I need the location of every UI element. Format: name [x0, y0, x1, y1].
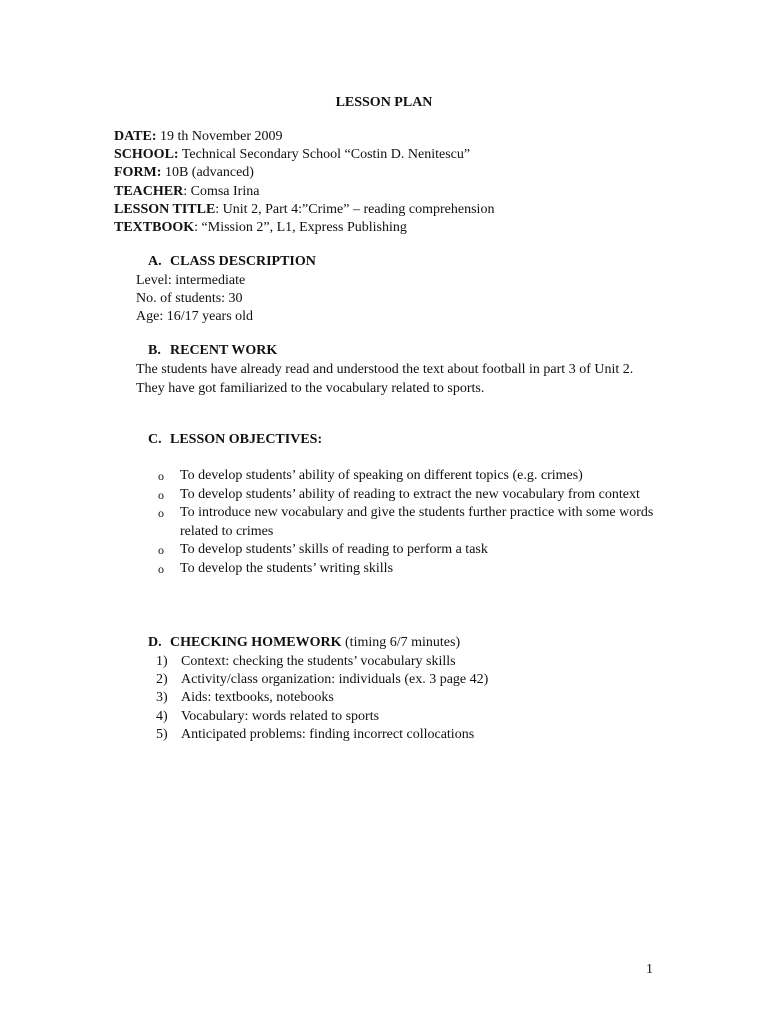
list-item [156, 689, 488, 707]
step-text: Aids: textbooks, notebooks [181, 690, 334, 706]
section-letter: D. [148, 635, 162, 650]
section-b-heading [148, 343, 277, 359]
bullet-icon: o [158, 506, 164, 521]
step-number: 4) [156, 708, 168, 724]
bullet-icon: o [158, 543, 164, 558]
list-item [158, 504, 660, 541]
meta-form [114, 164, 494, 182]
page-number: 1 [646, 962, 653, 977]
list-item [156, 653, 488, 671]
class-description [136, 272, 253, 327]
list-item [158, 467, 660, 486]
step-text: Context: checking the students’ vocabulary skills [181, 654, 456, 669]
list-item [158, 541, 660, 560]
step-text: Activity/class organization: individuals (ex. 3 page 42) [181, 672, 489, 688]
lesson-metadata [114, 128, 494, 237]
bullet-icon: o [158, 469, 164, 483]
meta-value: 19 th November 2009 [156, 129, 283, 144]
meta-value: Technical Secondary School “Costin D. Nenitescu” [178, 147, 471, 163]
meta-label: SCHOOL: [114, 147, 179, 163]
objectives-list [158, 467, 660, 579]
step-number: 3) [156, 690, 168, 706]
section-timing: (timing 6/7 minutes) [341, 635, 461, 650]
list-item [156, 726, 488, 744]
section-letter: A. [148, 254, 162, 269]
list-item [156, 671, 488, 689]
meta-textbook [114, 219, 494, 237]
class-age: Age: 16/17 years old [136, 309, 254, 325]
meta-value: : Unit 2, Part 4:”Crime” – reading comprehension [215, 201, 495, 217]
meta-label: FORM: [114, 165, 162, 181]
section-c-heading [148, 432, 322, 448]
section-a-heading [148, 254, 316, 270]
meta-lesson-title [114, 201, 494, 219]
section-title: RECENT WORK [170, 343, 278, 358]
section-title: CLASS DESCRIPTION [170, 254, 316, 269]
meta-teacher [114, 183, 494, 201]
bullet-icon: o [158, 561, 164, 576]
objective-text: To introduce new vocabulary and give the students further practice with some words related to crimes [180, 505, 654, 539]
list-item [156, 708, 488, 726]
section-letter: C. [148, 432, 162, 447]
meta-label: DATE: [114, 129, 157, 144]
homework-steps-list [156, 653, 488, 744]
meta-label: TEXTBOOK [114, 220, 195, 236]
step-text: Vocabulary: words related to sports [181, 708, 380, 724]
class-level: Level: intermediate [136, 273, 246, 288]
section-letter: B. [148, 343, 161, 358]
step-text: Anticipated problems: finding incorrect collocations [181, 726, 475, 742]
meta-label: LESSON TITLE [114, 201, 216, 217]
section-d-heading [148, 635, 460, 651]
meta-label: TEACHER [114, 183, 184, 199]
meta-value: : Comsa Irina [183, 183, 260, 199]
step-number: 2) [156, 672, 168, 688]
class-size: No. of students: 30 [136, 291, 243, 307]
list-item [158, 560, 660, 579]
step-number: 5) [156, 726, 168, 742]
meta-value: 10B (advanced) [161, 165, 254, 181]
objective-text: To develop the students’ writing skills [180, 560, 394, 576]
section-title: CHECKING HOMEWORK [170, 635, 342, 650]
objective-text: To develop students’ ability of speaking on different topics (e.g. crimes) [180, 468, 583, 483]
step-number: 1) [156, 654, 168, 669]
list-item [158, 486, 660, 505]
meta-date [114, 128, 494, 146]
objective-text: To develop students’ ability of reading to extract the new vocabulary from context [180, 486, 640, 502]
section-title: LESSON OBJECTIVES: [170, 432, 323, 447]
recent-work-text: The students have already read and understood the text about football in part 3 of Unit 2. They have got familiarized to the vocabulary related to sports. [136, 362, 634, 396]
page-title: LESSON PLAN [335, 95, 433, 110]
meta-value: : “Mission 2”, L1, Express Publishing [194, 220, 407, 236]
bullet-icon: o [158, 487, 164, 502]
objective-text: To develop students’ skills of reading to perform a task [180, 542, 488, 558]
meta-school [114, 146, 494, 164]
